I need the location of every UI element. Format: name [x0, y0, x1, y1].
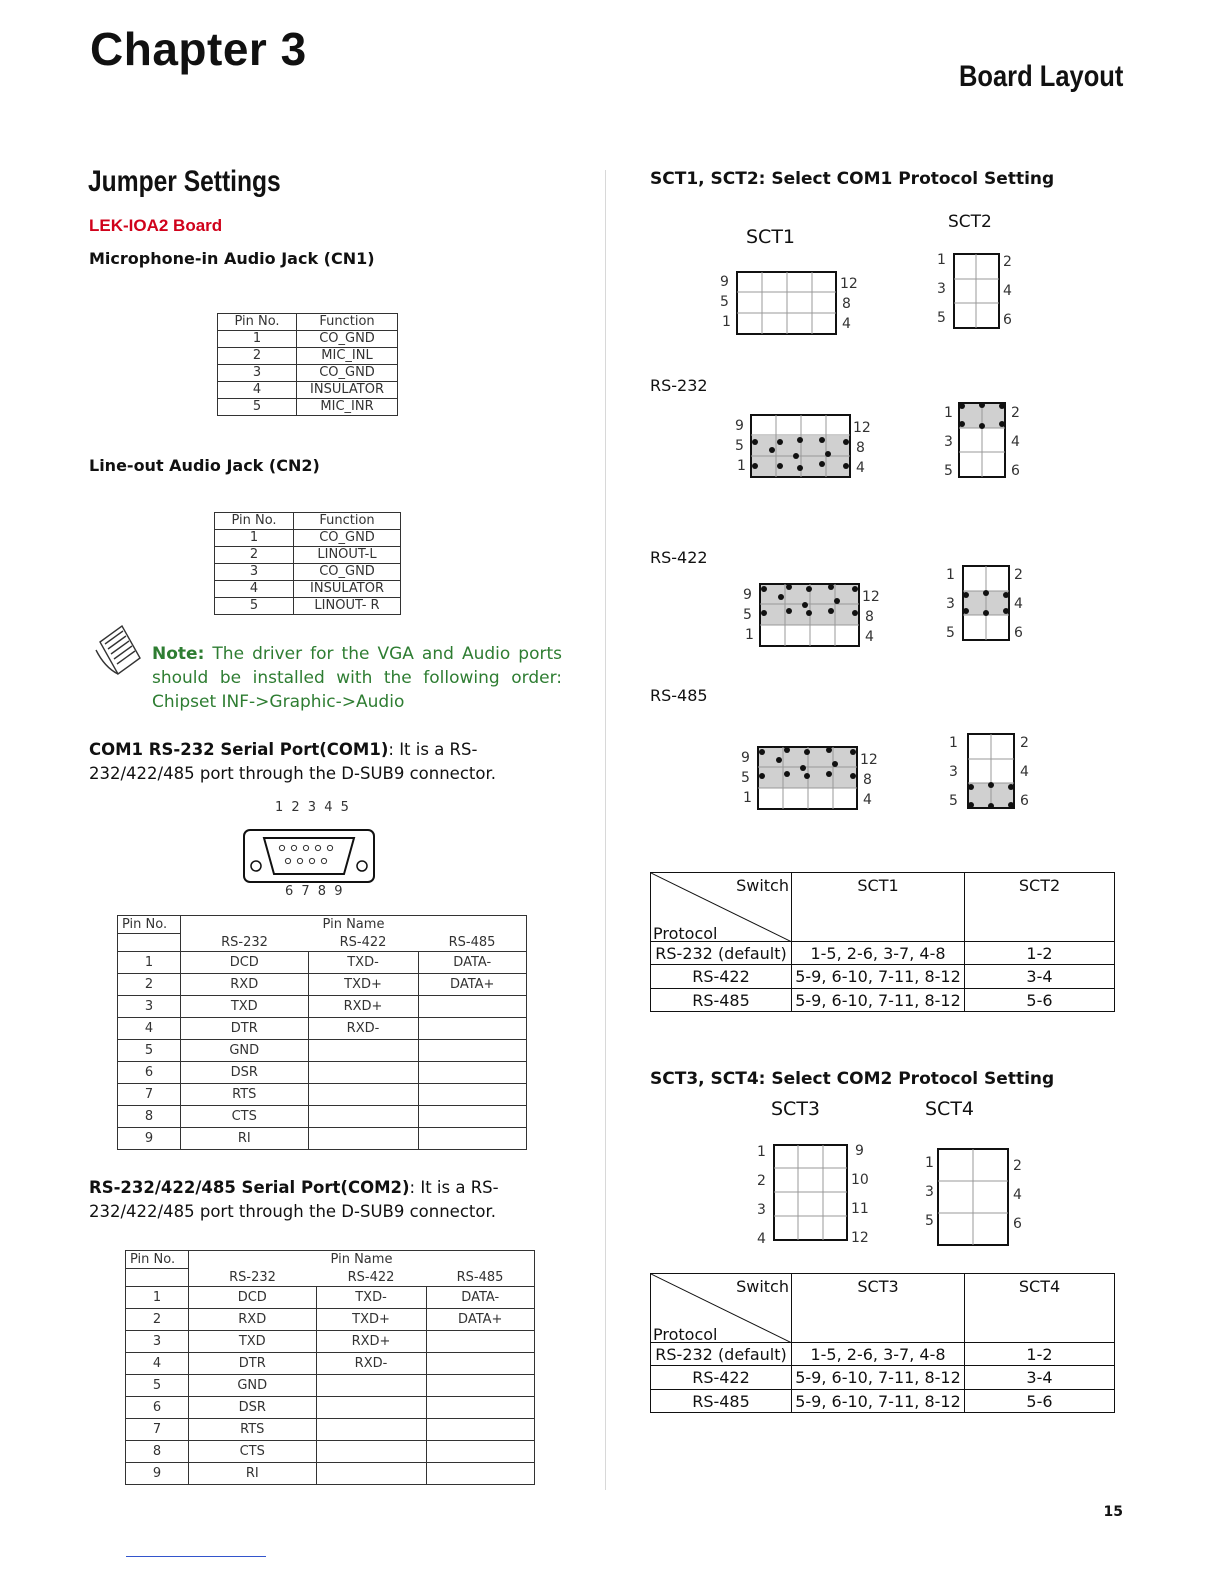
- rs232-sct2-jumper: [958, 402, 1006, 478]
- pin-label: 3: [946, 596, 955, 612]
- pin-label: 3: [925, 1184, 934, 1200]
- sct2-label: SCT2: [948, 212, 992, 232]
- sct1-jumper-diagram: [736, 271, 837, 335]
- table-row: RS-485 5-9, 6-10, 7-11, 8-12 5-6: [651, 989, 1115, 1012]
- pin-label: 2: [1013, 1158, 1022, 1174]
- pin-label: 12: [860, 752, 878, 768]
- pin-label: 12: [851, 1230, 869, 1246]
- pin-label: 2: [757, 1173, 766, 1189]
- pin-label: 1: [743, 790, 752, 806]
- table-header: Function: [294, 513, 401, 530]
- table-header: SCT2: [965, 873, 1115, 942]
- table-row: 5 GND: [126, 1375, 535, 1397]
- table-header: Protocol: [653, 924, 718, 943]
- com2-desc: : It is a RS-232/422/485 port through the D-SUB9 connector.: [89, 1178, 499, 1221]
- table-row: RS-422 5-9, 6-10, 7-11, 8-12 3-4: [651, 965, 1115, 989]
- table-header: RS-232: [189, 1269, 317, 1287]
- pin-label: 1: [937, 252, 946, 268]
- table-row: 3 CO_GND: [218, 365, 398, 382]
- table-row: 3 CO_GND: [215, 564, 401, 581]
- table-row: 4 INSULATOR: [215, 581, 401, 598]
- table-row: 1 CO_GND: [215, 530, 401, 547]
- page-heading: Jumper Settings: [88, 165, 281, 198]
- pin-label: 3: [757, 1202, 766, 1218]
- pin-label: 1: [925, 1155, 934, 1171]
- pin-label: 5: [925, 1213, 934, 1229]
- table-row: 8 CTS: [126, 1441, 535, 1463]
- pin-label: 5: [735, 438, 744, 454]
- pin-label: 6: [1014, 625, 1023, 641]
- table-row: RS-485 5-9, 6-10, 7-11, 8-12 5-6: [651, 1390, 1115, 1413]
- table-header: Pin Name: [189, 1251, 535, 1269]
- table-row: 6 DSR: [126, 1397, 535, 1419]
- pin-label: 9: [741, 750, 750, 766]
- table-row: 5 MIC_INR: [218, 399, 398, 416]
- section-title: Board Layout: [958, 60, 1123, 93]
- pin-label: 4: [1003, 283, 1012, 299]
- table-row: 5 GND: [118, 1040, 527, 1062]
- table-row: 4 DTR RXD-: [126, 1353, 535, 1375]
- table-header: Pin Name: [181, 916, 527, 934]
- com2-description: [89, 1176, 569, 1224]
- pin-label: 5: [720, 294, 729, 310]
- table-header: SCT4: [965, 1274, 1115, 1343]
- note-icon: [92, 622, 144, 680]
- pin-label: 5: [743, 607, 752, 623]
- com2-pin-table: [125, 1250, 535, 1485]
- table-row: 4 INSULATOR: [218, 382, 398, 399]
- pin-label: 5: [741, 770, 750, 786]
- table-header: SCT3: [792, 1274, 965, 1343]
- table-header: RS-422: [316, 1269, 426, 1287]
- pin-label: 12: [853, 420, 871, 436]
- footer-rule: [126, 1556, 266, 1557]
- pin-label: 12: [840, 276, 858, 292]
- table-row: 4 DTR RXD-: [118, 1018, 527, 1040]
- pin-label: 6: [1020, 793, 1029, 809]
- sct4-label: SCT4: [925, 1098, 975, 1120]
- com1-description: [89, 738, 569, 786]
- note-text: [152, 642, 562, 714]
- table-header: Switch: [736, 1277, 789, 1296]
- pin-label: 4: [757, 1231, 766, 1247]
- com1-pin-table: [117, 915, 527, 1150]
- sct1-label: SCT1: [746, 226, 796, 248]
- com2-protocol-heading: SCT3, SCT4: Select COM2 Protocol Setting: [650, 1069, 1055, 1089]
- pin-label: 8: [856, 440, 865, 456]
- table-header: RS-232: [181, 934, 309, 952]
- table-row: 1 DCD TXD- DATA-: [118, 952, 527, 974]
- sct2-jumper-diagram: [953, 253, 1000, 329]
- rs422-sct1-jumper: [759, 583, 860, 647]
- pin-label: 5: [946, 625, 955, 641]
- pin-label: 2: [1003, 254, 1012, 270]
- table-header: Switch: [736, 876, 789, 895]
- pin-label: 5: [937, 310, 946, 326]
- table-header: RS-422: [308, 934, 418, 952]
- table-header: Protocol: [653, 1325, 718, 1344]
- table-header: SCT1: [792, 873, 965, 942]
- pin-label: 9: [720, 274, 729, 290]
- note-label: Note:: [152, 644, 205, 664]
- pin-label: 1: [745, 627, 754, 643]
- pin-label: 9: [743, 587, 752, 603]
- dsub-top-pins: 1 2 3 4 5: [275, 800, 351, 815]
- pin-label: 5: [944, 463, 953, 479]
- pin-label: 4: [1011, 434, 1020, 450]
- cn1-table: [217, 313, 398, 416]
- rs422-sct2-jumper: [962, 565, 1010, 641]
- pin-label: 2: [1020, 735, 1029, 751]
- pin-label: 9: [855, 1143, 864, 1159]
- pin-label: 2: [1014, 567, 1023, 583]
- table-row: 7 RTS: [126, 1419, 535, 1441]
- table-row: RS-232 (default) 1-5, 2-6, 3-7, 4-8 1-2: [651, 942, 1115, 965]
- sct4-jumper-diagram: [937, 1148, 1009, 1246]
- table-row: 8 CTS: [118, 1106, 527, 1128]
- table-header: Pin No.: [218, 314, 297, 331]
- pin-label: 6: [1003, 312, 1012, 328]
- com1-switch-table: [650, 872, 1115, 1012]
- pin-label: 6: [1013, 1216, 1022, 1232]
- pin-label: 1: [949, 735, 958, 751]
- pin-label: 5: [949, 793, 958, 809]
- column-divider: [605, 170, 606, 1490]
- pin-label: 1: [722, 314, 731, 330]
- pin-label: 6: [1011, 463, 1020, 479]
- table-row: RS-422 5-9, 6-10, 7-11, 8-12 3-4: [651, 1366, 1115, 1390]
- table-header: Pin No.: [126, 1251, 189, 1269]
- cn1-heading: Microphone-in Audio Jack (CN1): [89, 249, 375, 268]
- com1-protocol-heading: SCT1, SCT2: Select COM1 Protocol Setting: [650, 169, 1055, 189]
- table-row: 2 RXD TXD+ DATA+: [118, 974, 527, 996]
- pin-label: 9: [735, 418, 744, 434]
- com2-switch-table: [650, 1273, 1115, 1413]
- chapter-title: Chapter 3: [90, 23, 307, 75]
- table-header: Pin No.: [215, 513, 294, 530]
- pin-label: 4: [865, 629, 874, 645]
- rs422-label: RS-422: [650, 548, 708, 567]
- pin-label: 4: [1020, 764, 1029, 780]
- table-row: 2 LINOUT-L: [215, 547, 401, 564]
- table-row: 3 TXD RXD+: [126, 1331, 535, 1353]
- table-row: 5 LINOUT- R: [215, 598, 401, 615]
- pin-label: 4: [856, 460, 865, 476]
- pin-label: 3: [944, 434, 953, 450]
- sct3-jumper-diagram: [773, 1144, 848, 1241]
- table-header: RS-485: [418, 934, 527, 952]
- pin-label: 2: [1011, 405, 1020, 421]
- cn2-heading: Line-out Audio Jack (CN2): [89, 456, 320, 475]
- pin-label: 12: [862, 589, 880, 605]
- table-row: RS-232 (default) 1-5, 2-6, 3-7, 4-8 1-2: [651, 1343, 1115, 1366]
- table-row: 1 DCD TXD- DATA-: [126, 1287, 535, 1309]
- table-row: 7 RTS: [118, 1084, 527, 1106]
- table-row: 9 RI: [118, 1128, 527, 1150]
- pin-label: 8: [865, 609, 874, 625]
- pin-label: 10: [851, 1172, 869, 1188]
- pin-label: 1: [946, 567, 955, 583]
- rs485-sct1-jumper: [757, 746, 858, 810]
- table-header: RS-485: [426, 1269, 535, 1287]
- pin-label: 3: [937, 281, 946, 297]
- pin-label: 4: [1013, 1187, 1022, 1203]
- rs485-label: RS-485: [650, 686, 708, 705]
- pin-label: 1: [944, 405, 953, 421]
- page-number: 15: [1103, 1504, 1123, 1520]
- note-body: The driver for the VGA and Audio ports should be installed with the following order: Chipset INF->Graphic->Audio: [152, 644, 563, 712]
- com1-desc: : It is a RS-232/422/485 port through the D-SUB9 connector.: [89, 740, 496, 783]
- table-row: 2 RXD TXD+ DATA+: [126, 1309, 535, 1331]
- rs485-sct2-jumper: [967, 733, 1015, 809]
- pin-label: 4: [863, 792, 872, 808]
- pin-label: 4: [1014, 596, 1023, 612]
- table-header: Pin No.: [118, 916, 181, 934]
- pin-label: 8: [863, 772, 872, 788]
- table-header: Function: [297, 314, 398, 331]
- table-row: 6 DSR: [118, 1062, 527, 1084]
- pin-label: 11: [851, 1201, 869, 1217]
- board-name: LEK-IOA2 Board: [89, 216, 223, 235]
- com2-heading: RS-232/422/485 Serial Port(COM2): [89, 1178, 410, 1197]
- pin-label: 1: [757, 1144, 766, 1160]
- com1-heading: COM1 RS-232 Serial Port(COM1): [89, 740, 389, 759]
- pin-label: 8: [842, 296, 851, 312]
- table-row: 2 MIC_INL: [218, 348, 398, 365]
- sct3-label: SCT3: [771, 1098, 821, 1120]
- rs232-sct1-jumper: [750, 414, 851, 478]
- pin-label: 3: [949, 764, 958, 780]
- rs232-label: RS-232: [650, 376, 708, 395]
- table-row: 1 CO_GND: [218, 331, 398, 348]
- pin-label: 4: [842, 316, 851, 332]
- table-row: 3 TXD RXD+: [118, 996, 527, 1018]
- dsub-bottom-pins: 6 7 8 9: [285, 884, 345, 899]
- pin-label: 1: [737, 458, 746, 474]
- table-row: 9 RI: [126, 1463, 535, 1485]
- cn2-table: [214, 512, 401, 615]
- dsub9-connector-icon: [242, 828, 376, 884]
